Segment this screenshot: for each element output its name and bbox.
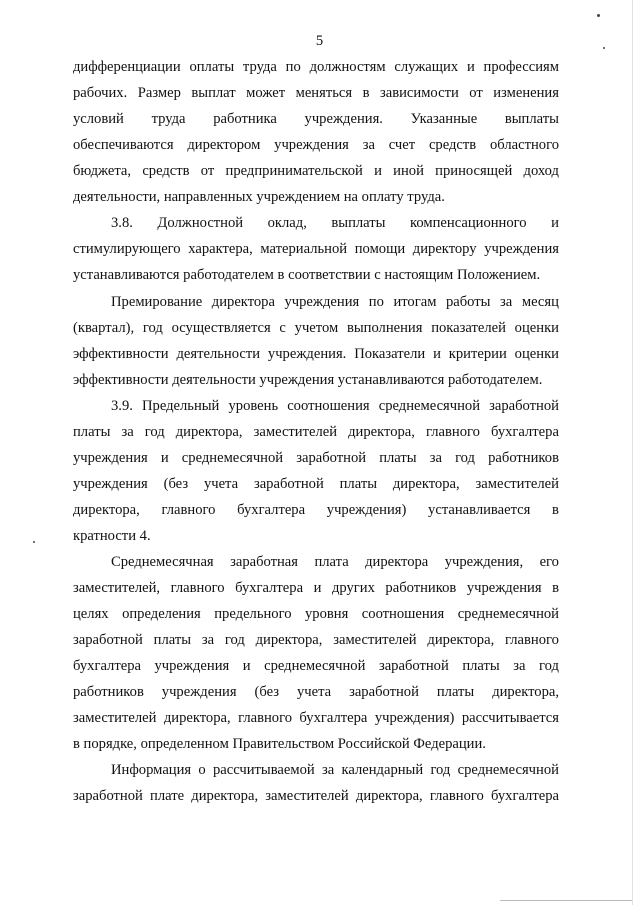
word: директора, xyxy=(73,502,140,518)
word: изменения xyxy=(493,85,559,101)
text-line xyxy=(73,682,559,702)
word: учреждения) xyxy=(326,502,407,518)
word: и xyxy=(466,59,475,75)
word: среднемесячной xyxy=(378,398,481,414)
word: иной xyxy=(393,163,424,179)
text-line xyxy=(73,708,559,728)
word: по xyxy=(368,294,384,310)
word: директора, xyxy=(392,476,460,492)
text-line xyxy=(111,396,559,416)
word: устанавливается xyxy=(428,502,531,518)
word: календарный xyxy=(341,762,424,778)
word: директора, xyxy=(255,632,323,648)
word: помощи xyxy=(354,241,406,257)
word: уровня xyxy=(305,606,349,622)
word: заместителей xyxy=(253,424,338,440)
word: среднемесячной xyxy=(181,450,284,466)
word: бухгалтера xyxy=(299,710,368,726)
word: средств xyxy=(428,137,477,153)
text-line xyxy=(73,344,559,364)
word: оплаты xyxy=(189,59,235,75)
word: 3.9. xyxy=(111,398,133,414)
word: плате xyxy=(150,788,185,804)
word: месяц xyxy=(521,294,559,310)
word: осуществляется xyxy=(171,320,271,336)
word: приносящей xyxy=(435,163,513,179)
word: среднемесячной xyxy=(457,606,559,622)
word: за xyxy=(321,762,335,778)
text-line xyxy=(73,57,559,77)
word: учетом xyxy=(294,320,339,336)
word: учреждения) xyxy=(374,710,455,726)
word: учреждения xyxy=(73,476,148,492)
word: год xyxy=(144,424,165,440)
word: платы xyxy=(462,658,500,674)
text-line xyxy=(111,213,559,233)
word: бухгалтера xyxy=(235,580,304,596)
word: рабочих. xyxy=(73,85,128,101)
word: определения xyxy=(122,606,201,622)
word: итогам xyxy=(393,294,437,310)
word: и xyxy=(313,580,322,596)
word: средств xyxy=(142,163,190,179)
word: бухгалтера xyxy=(73,658,141,674)
word: заработной xyxy=(349,684,419,700)
word: характера, xyxy=(188,241,253,257)
word: платы xyxy=(153,632,192,648)
word: директора, xyxy=(175,424,243,440)
word: соотношения xyxy=(361,606,445,622)
word: Среднемесячная xyxy=(111,554,214,570)
word: главного xyxy=(238,710,292,726)
word: учета xyxy=(296,684,332,700)
word: заместителей, xyxy=(73,580,161,596)
word: за xyxy=(121,424,134,440)
word: учета xyxy=(203,476,239,492)
word: рассчитывается xyxy=(461,710,559,726)
word: с xyxy=(279,320,286,336)
text-line xyxy=(73,474,559,494)
word: год xyxy=(430,762,451,778)
word: от xyxy=(200,163,215,179)
word: главного xyxy=(161,502,216,518)
text-line xyxy=(73,422,559,442)
text-line: кратности 4. xyxy=(73,528,151,544)
word: директору xyxy=(412,241,477,257)
word: год xyxy=(224,632,245,648)
word: заработная xyxy=(230,554,299,570)
word: о xyxy=(198,762,206,778)
word: работы xyxy=(445,294,491,310)
word: стимулирующего xyxy=(73,241,181,257)
word: критерии xyxy=(448,346,507,362)
word: выплаты xyxy=(331,215,386,231)
word: среднемесячной xyxy=(264,658,366,674)
word: учреждения. xyxy=(304,111,383,127)
word: заработной xyxy=(73,788,143,804)
text-line xyxy=(73,318,559,338)
word: заработной xyxy=(489,398,559,414)
word: год xyxy=(455,450,475,466)
word: директора, xyxy=(163,710,231,726)
word: главного xyxy=(170,580,225,596)
word: и xyxy=(374,163,382,179)
word: платы xyxy=(379,450,417,466)
word: Предельный xyxy=(141,398,220,414)
word: материальной xyxy=(260,241,348,257)
word: директора xyxy=(211,294,275,310)
word: учреждения. xyxy=(267,346,347,362)
word: эффективности xyxy=(73,346,169,362)
word: бухгалтера xyxy=(491,788,559,804)
word: заработной xyxy=(296,450,367,466)
word: доход xyxy=(523,163,559,179)
word: выплат xyxy=(191,85,236,101)
word: выплаты xyxy=(504,111,559,127)
text-line xyxy=(73,656,559,676)
word: Премирование xyxy=(111,294,203,310)
word: (без xyxy=(163,476,189,492)
word: зависимости xyxy=(379,85,459,101)
word: труда xyxy=(151,111,186,127)
word: учреждения xyxy=(484,241,559,257)
word: плата xyxy=(314,554,349,570)
word: заместителей xyxy=(73,710,157,726)
text-line xyxy=(73,83,559,103)
scan-edge xyxy=(500,900,632,901)
word: от xyxy=(469,85,483,101)
word: оценки xyxy=(514,346,559,362)
word: бухгалтера xyxy=(237,502,306,518)
word: соотношения xyxy=(287,398,370,414)
word: Информация xyxy=(111,762,192,778)
word: (без xyxy=(254,684,279,700)
word: за xyxy=(513,658,526,674)
word: служащих xyxy=(394,59,459,75)
word: работников xyxy=(488,450,559,466)
word: предпринимательской xyxy=(225,163,363,179)
word: уровень xyxy=(228,398,279,414)
word: областного xyxy=(490,137,559,153)
word: работников xyxy=(385,580,457,596)
word: учреждения xyxy=(161,684,237,700)
word: директором xyxy=(187,137,261,153)
word: и xyxy=(551,215,559,231)
page-number: 5 xyxy=(315,33,324,49)
word: учреждения xyxy=(154,658,230,674)
word: главного xyxy=(425,424,480,440)
text-line xyxy=(73,630,559,650)
word: должностям xyxy=(309,59,386,75)
word: главного xyxy=(429,788,484,804)
word: и xyxy=(242,658,251,674)
text-line xyxy=(73,161,559,181)
word: и xyxy=(433,346,441,362)
word: платы xyxy=(436,684,475,700)
word: выполнения xyxy=(346,320,423,336)
word: компенсационного xyxy=(410,215,527,231)
scan-edge xyxy=(632,0,633,905)
word: деятельности xyxy=(176,346,261,362)
word: предельного xyxy=(214,606,292,622)
word: его xyxy=(539,554,559,570)
word: заместителей xyxy=(265,788,349,804)
word: счет xyxy=(388,137,416,153)
word: условий xyxy=(73,111,124,127)
text-line xyxy=(73,786,559,806)
word: бухгалтера xyxy=(490,424,559,440)
text-line xyxy=(73,448,559,468)
word: в xyxy=(362,85,370,101)
word: за xyxy=(201,632,215,648)
word: директора, xyxy=(492,684,559,700)
word: учреждения xyxy=(466,580,542,596)
word: за xyxy=(500,294,513,310)
text-line xyxy=(73,109,559,129)
word: труда xyxy=(242,59,277,75)
text-line: устанавливаются работодателем в соответствии с настоящим Положением. xyxy=(73,267,541,283)
word: учреждения xyxy=(274,137,349,153)
word: меняться xyxy=(295,85,353,101)
word: работника xyxy=(213,111,277,127)
word: и xyxy=(160,450,169,466)
word: 3.8. xyxy=(111,215,133,231)
scan-speck xyxy=(603,47,605,49)
word: год xyxy=(539,658,559,674)
word: учреждения xyxy=(73,450,148,466)
word: за xyxy=(362,137,375,153)
word: директора, xyxy=(355,788,423,804)
scan-speck xyxy=(33,541,35,543)
word: год xyxy=(142,320,163,336)
text-line xyxy=(73,578,559,598)
word: за xyxy=(429,450,442,466)
text-line: деятельности, направленных учреждением на оплату труда. xyxy=(73,189,445,205)
text-line: эффективности деятельности учреждения устанавливаются работодателем. xyxy=(73,372,543,388)
word: оценки xyxy=(514,320,559,336)
text-line xyxy=(111,292,559,312)
text-line xyxy=(73,604,559,624)
word: среднемесячной xyxy=(457,762,559,778)
word: Размер xyxy=(137,85,181,101)
word: дифференциации xyxy=(73,59,181,75)
word: профессиям xyxy=(483,59,559,75)
word: заместителей xyxy=(333,632,417,648)
word: в xyxy=(552,580,559,596)
word: других xyxy=(331,580,375,596)
word: главного xyxy=(505,632,559,648)
word: платы xyxy=(339,476,377,492)
word: работников xyxy=(73,684,144,700)
word: бюджета, xyxy=(73,163,132,179)
word: заработной xyxy=(378,658,449,674)
text-line xyxy=(73,135,559,155)
word: заработной xyxy=(253,476,324,492)
word: по xyxy=(285,59,301,75)
text-line: в порядке, определенном Правительством Российской Федерации. xyxy=(73,736,486,752)
word: может xyxy=(246,85,286,101)
word: учреждения xyxy=(284,294,360,310)
text-line xyxy=(111,760,559,780)
word: директора xyxy=(365,554,429,570)
text-line xyxy=(73,239,559,259)
word: оклад, xyxy=(267,215,307,231)
word: учреждения, xyxy=(444,554,524,570)
word: директора, xyxy=(427,632,495,648)
word: платы xyxy=(73,424,111,440)
word: рассчитываемой xyxy=(212,762,315,778)
word: заработной xyxy=(73,632,143,648)
text-line xyxy=(73,500,559,520)
word: Должностной xyxy=(157,215,244,231)
word: целях xyxy=(73,606,109,622)
scan-speck xyxy=(597,14,600,17)
word: (квартал), xyxy=(73,320,135,336)
word: показателей xyxy=(431,320,506,336)
word: в xyxy=(552,502,559,518)
word: Показатели xyxy=(354,346,426,362)
word: обеспечиваются xyxy=(73,137,174,153)
word: директора, xyxy=(191,788,259,804)
word: Указанные xyxy=(410,111,478,127)
text-line xyxy=(111,552,559,572)
word: директора, xyxy=(348,424,415,440)
word: заместителей xyxy=(475,476,559,492)
